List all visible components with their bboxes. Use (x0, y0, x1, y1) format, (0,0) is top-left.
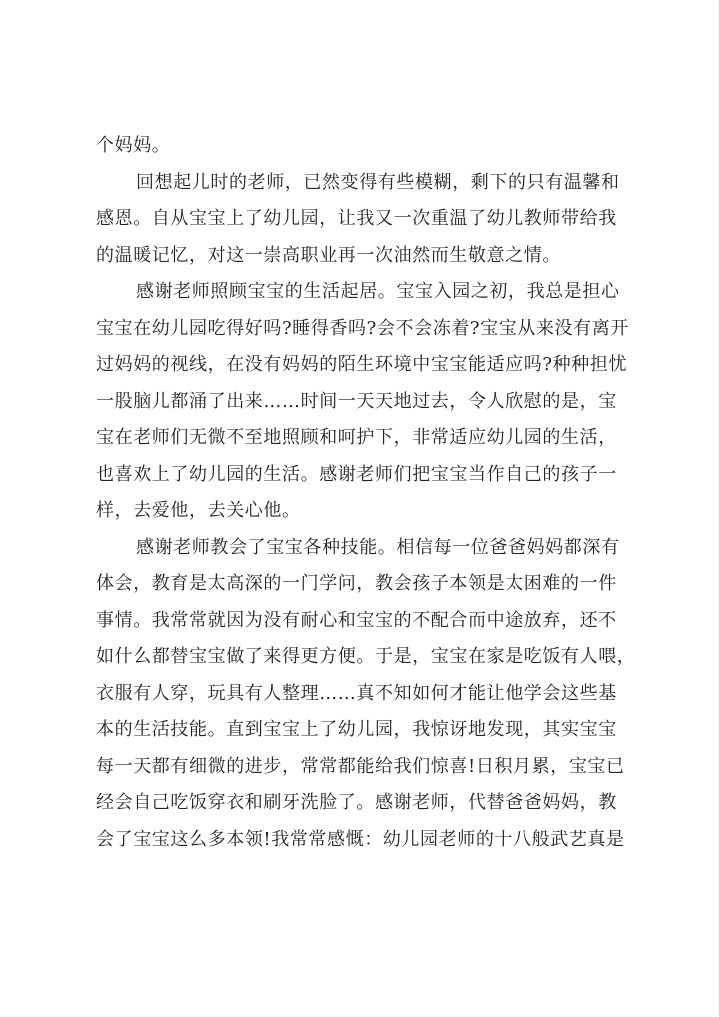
text-line: 如什么都替宝宝做了来得更方便。于是，宝宝在家是吃饭有人喂， (96, 646, 636, 667)
text-line: 个妈妈。 (96, 135, 171, 156)
text-line: 感恩。自从宝宝上了幼儿园，让我又一次重温了幼儿教师带给我 (96, 208, 617, 229)
body-text (96, 128, 656, 858)
text-line: 也喜欢上了幼儿园的生活。感谢老师们把宝宝当作自己的孩子一 (96, 463, 617, 485)
text-line: 衣服有人穿，玩具有人整理……真不知如何才能让他学会这些基 (96, 682, 617, 704)
text-line: 体会，教育是太高深的一门学问，教会孩子本领是太困难的一件 (96, 573, 617, 594)
text-line: 事情。我常常就因为没有耐心和宝宝的不配合而中途放弃，还不 (96, 609, 617, 631)
text-line: 的温暖记忆，对这一崇高职业再一次油然而生敬意之情。 (96, 244, 561, 266)
text-line: 过妈妈的视线，在没有妈妈的陌生环境中宝宝能适应吗?种种担忧 (96, 354, 628, 375)
text-line: 本的生活技能。直到宝宝上了幼儿园，我惊讶地发现，其实宝宝 (96, 719, 617, 740)
text-line: 样，去爱他，去关心他。 (96, 500, 301, 521)
text-line: 一股脑儿都涌了出来……时间一天天地过去，令人欣慰的是，宝 (96, 390, 617, 412)
text-line: 经会自己吃饭穿衣和刷牙洗脸了。感谢老师，代替爸爸妈妈，教 (96, 792, 617, 813)
text-line: 宝在老师们无微不至地照顾和呵护下，非常适应幼儿园的生活， (96, 427, 617, 448)
text-line: 每一天都有细微的进步，常常都能给我们惊喜!日积月累，宝宝已 (96, 755, 625, 777)
text-line: 会了宝宝这么多本领!我常常感慨：幼儿园老师的十八般武艺真是 (96, 828, 625, 850)
paragraph-start-line: 感谢老师教会了宝宝各种技能。相信每一位爸爸妈妈都深有 (136, 536, 620, 558)
paragraph-start-line: 回想起儿时的老师，已然变得有些模糊，剩下的只有温馨和 (136, 171, 620, 193)
paragraph-start-line: 感谢老师照顾宝宝的生活起居。宝宝入园之初，我总是担心 (136, 281, 620, 302)
text-line: 宝宝在幼儿园吃得好吗?睡得香吗?会不会冻着?宝宝从来没有离开 (96, 317, 629, 339)
